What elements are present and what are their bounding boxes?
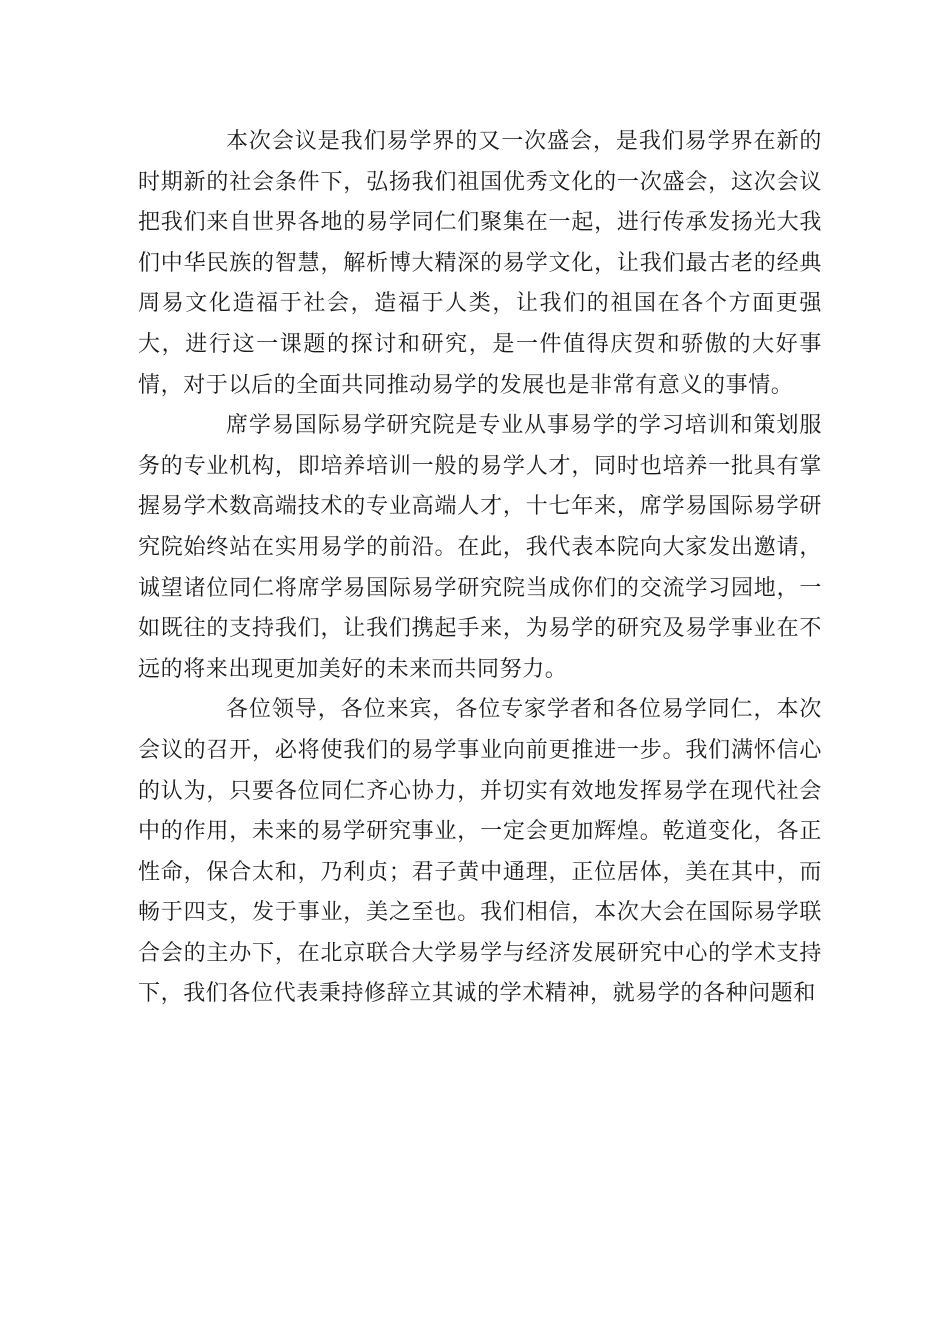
paragraph-1: 本次会议是我们易学界的又一次盛会，是我们易学界在新的时期新的社会条件下，弘扬我们祖国优秀文化的一次盛会，这次会议把我们来自世界各地的易学同仁们聚集在一起，进行传承发扬光大我们中华民族的智慧，解析博大精深的易学文化，让我们最古老的经典周易文化造福于社会，造福于人类，让我们的祖国在各个方面更强大，进行这一课题的探讨和研究，是一件值得庆贺和骄傲的大好事情，对于以后的全面共同推动易学的发展也是非常有意义的事情。 xyxy=(138,129,822,398)
document-body xyxy=(138,122,822,1015)
paragraph-2: 席学易国际易学研究院是专业从事易学的学习培训和策划服务的专业机构，即培养培训一般的易学人才，同时也培养一批具有掌握易学术数高端技术的专业高端人才，十七年来，席学易国际易学研究院始终站在实用易学的前沿。在此，我代表本院向大家发出邀请，诚望诸位同仁将席学易国际易学研究院当成你们的交流学习园地，一如既往的支持我们，让我们携起手来，为易学的研究及易学事业在不远的将来出现更加美好的未来而共同努力。 xyxy=(138,413,822,682)
paragraph-3: 各位领导，各位来宾，各位专家学者和各位易学同仁，本次会议的召开，必将使我们的易学事业向前更推进一步。我们满怀信心的认为，只要各位同仁齐心协力，并切实有效地发挥易学在现代社会中的作用，未来的易学研究事业，一定会更加辉煌。乾道变化，各正性命，保合太和，乃利贞；君子黄中通理，正位居体，美在其中，而畅于四支，发于事业，美之至也。我们相信，本次大会在国际易学联合会的主办下，在北京联合大学易学与经济发展研究中心的学术支持下，我们各位代表秉持修辞立其诚的学术精神，就易学的各种问题和 xyxy=(138,697,822,1007)
